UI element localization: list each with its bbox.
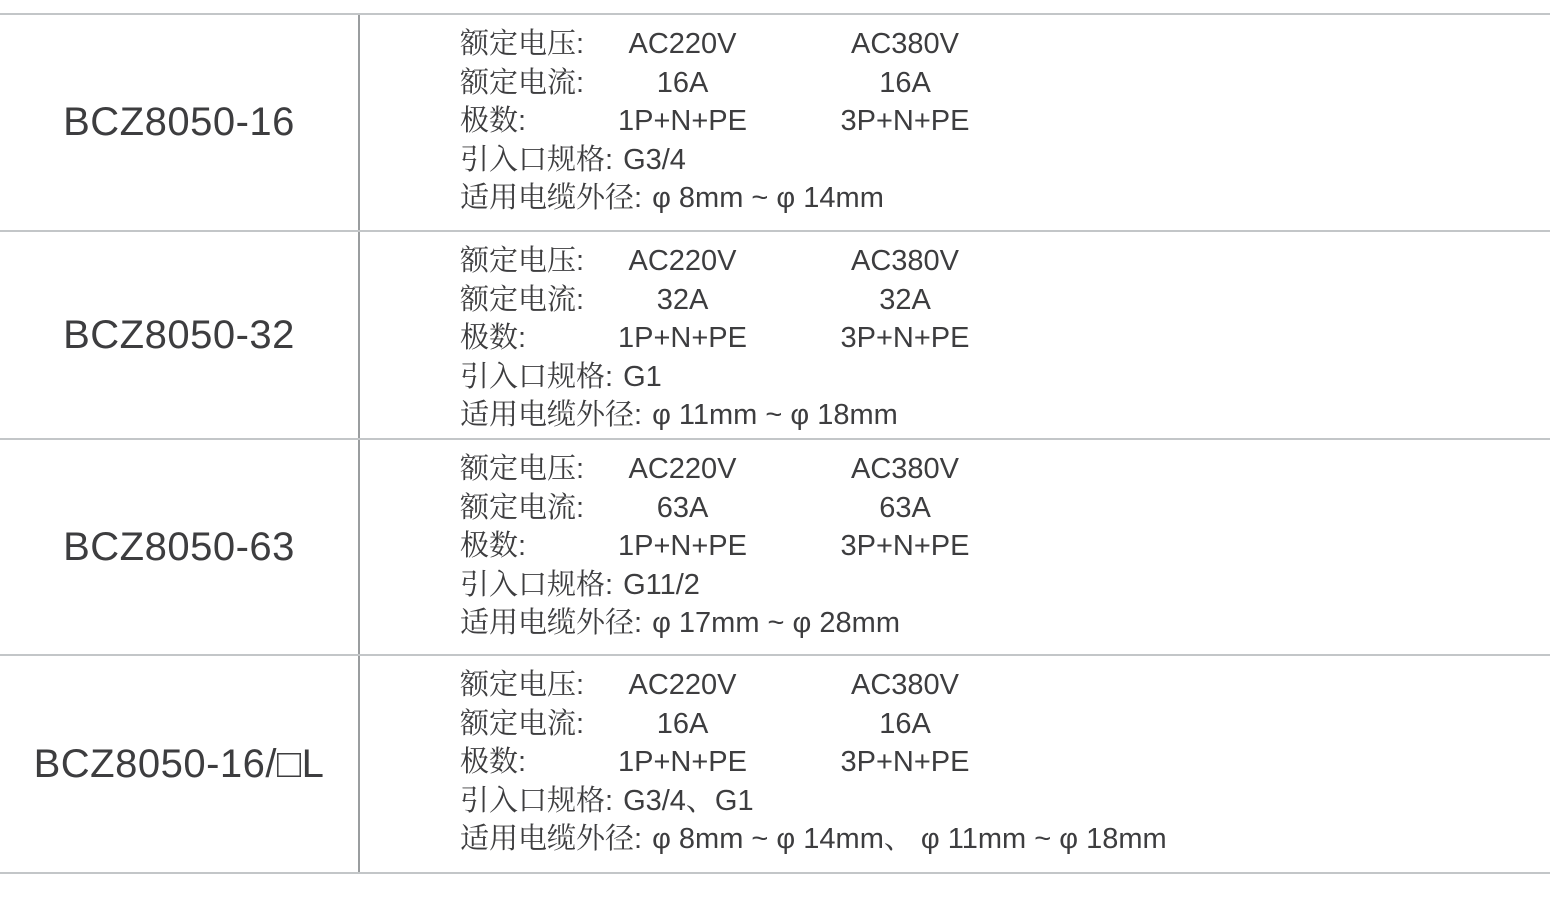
voltage-value-220: AC220V [628,245,737,277]
poles-label: 极数: [460,530,527,562]
voltage-value-380: AC380V [850,669,959,701]
cable-value: φ 8mm ~ φ 14mm [652,182,884,214]
cable-value: φ 11mm ~ φ 18mm [652,399,898,431]
model-cell [0,440,360,654]
spec-line-cable [460,179,1550,218]
spec-line-poles [460,527,1550,566]
spec-line-current [460,281,1550,320]
inlet-label: 引入口规格: [460,784,614,817]
voltage-value-380: AC380V [850,245,959,277]
poles-label: 极数: [460,322,527,354]
inlet-value: G3/4、G1 [623,784,754,817]
specs-cell [360,232,1550,438]
model-cell [0,232,360,438]
poles-value-1: 1P+N+PE [618,530,747,562]
current-label: 额定电流: [460,707,585,740]
inlet-value: G11/2 [623,568,700,601]
spec-line-inlet [460,566,1550,605]
poles-value-2: 3P+N+PE [840,322,970,354]
spec-line-voltage [460,666,1550,705]
voltage-value-220: AC220V [628,453,737,485]
model-cell [0,656,360,872]
voltage-value-380: AC380V [850,453,959,485]
spec-line-inlet [460,782,1550,821]
model-cell [0,15,360,230]
poles-value-1: 1P+N+PE [618,746,747,778]
table-row [0,232,1550,440]
table-row [0,440,1550,656]
product-spec-table [0,13,1550,874]
voltage-value-220: AC220V [628,28,737,60]
cable-label: 适用电缆外径: [460,607,643,639]
specs-cell [360,440,1550,654]
spec-line-poles [460,743,1550,782]
current-label: 额定电流: [460,491,585,524]
current-value-2: 16A [879,707,931,740]
current-value-2: 16A [879,66,931,99]
current-label: 额定电流: [460,66,585,99]
inlet-label: 引入口规格: [460,360,614,393]
spec-line-inlet [460,358,1550,397]
current-value-1: 16A [656,66,709,99]
voltage-label: 额定电压: [460,245,585,277]
current-value-1: 63A [656,491,709,524]
model-name: BCZ8050-63 [63,524,295,569]
spec-line-poles [460,319,1550,358]
spec-line-voltage [460,450,1550,489]
spec-line-poles [460,102,1550,141]
spec-line-cable [460,396,1550,435]
voltage-label: 额定电压: [460,453,585,485]
specs-cell [360,15,1550,230]
voltage-value-220: AC220V [628,669,737,701]
inlet-value: G3/4 [623,143,686,176]
table-row [0,15,1550,232]
model-name: BCZ8050-16/□L [33,741,325,786]
table-row [0,656,1550,874]
spec-line-cable [460,604,1550,643]
spec-line-current [460,64,1550,103]
inlet-value: G1 [623,360,662,393]
poles-label: 极数: [460,746,527,778]
spec-line-inlet [460,141,1550,180]
current-value-2: 32A [879,283,931,316]
voltage-label: 额定电压: [460,28,585,60]
specs-cell [360,656,1550,872]
spec-line-voltage [460,25,1550,64]
current-value-1: 32A [656,283,709,316]
cable-label: 适用电缆外径: [460,182,643,214]
model-name: BCZ8050-16 [63,100,295,144]
voltage-label: 额定电压: [460,669,585,701]
cable-label: 适用电缆外径: [460,823,643,855]
poles-label: 极数: [460,105,527,137]
spec-line-current [460,489,1550,528]
current-value-1: 16A [656,707,709,740]
poles-value-2: 3P+N+PE [840,746,970,778]
poles-value-1: 1P+N+PE [618,322,747,354]
spec-line-current [460,705,1550,744]
cable-value: φ 8mm ~ φ 14mm、 φ 11mm ~ φ 18mm [652,823,1167,855]
current-label: 额定电流: [460,283,585,316]
spec-line-cable [460,820,1550,859]
cable-label: 适用电缆外径: [460,399,643,431]
current-value-2: 63A [879,491,931,524]
model-name: BCZ8050-32 [63,312,295,357]
spec-line-voltage [460,242,1550,281]
inlet-label: 引入口规格: [460,143,614,176]
poles-value-1: 1P+N+PE [618,105,747,137]
poles-value-2: 3P+N+PE [840,105,970,137]
poles-value-2: 3P+N+PE [840,530,970,562]
inlet-label: 引入口规格: [460,568,614,601]
cable-value: φ 17mm ~ φ 28mm [652,607,900,639]
voltage-value-380: AC380V [850,28,959,60]
